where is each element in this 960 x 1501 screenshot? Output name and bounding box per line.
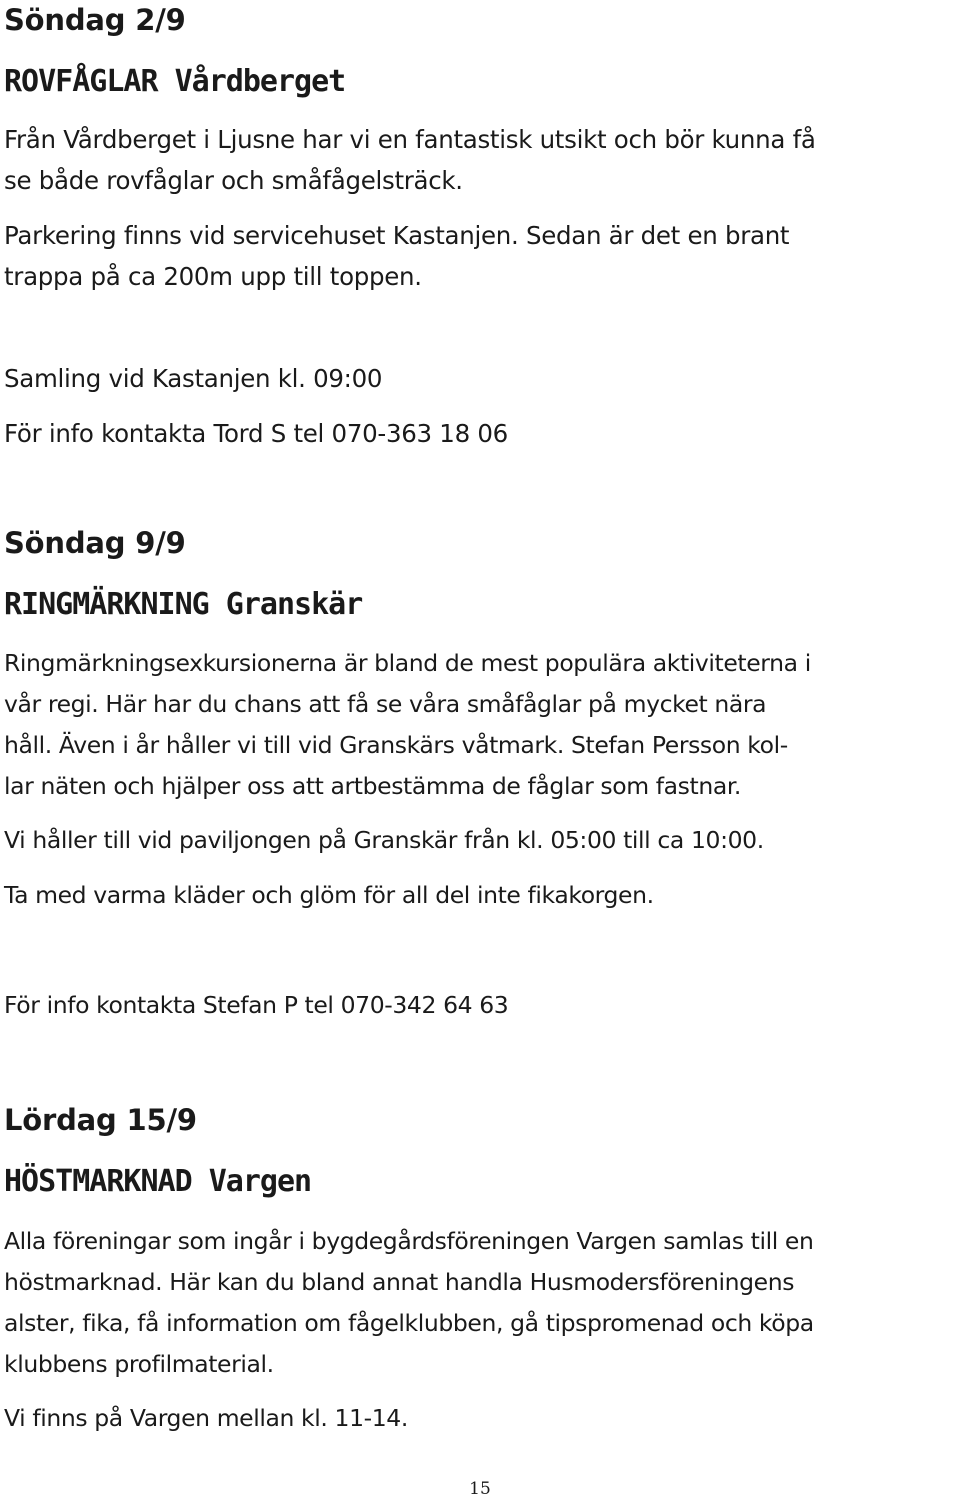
paragraph-line: För info kontakta Tord S tel 070-363 18 06 [4,419,508,448]
paragraph-line: Ta med varma kläder och glöm för all del inte fikakorgen. [4,881,654,909]
paragraph-line: lar näten och hjälper oss att artbestämma de fåglar som fastnar. [4,772,741,800]
paragraph-line: klubbens profilmaterial. [4,1350,274,1378]
paragraph-line: Samling vid Kastanjen kl. 09:00 [4,364,383,393]
paragraph-line: håll. Även i år håller vi till vid Granskärs våtmark. Stefan Persson kol- [4,731,788,759]
paragraph-line: se både rovfåglar och småfågelsträck. [4,166,463,195]
paragraph-line: alster, fika, få information om fågelklubben, gå tipspromenad och köpa [4,1309,814,1337]
paragraph-line: Ringmärkningsexkursionerna är bland de mest populära aktiviteterna i [4,649,811,677]
paragraph-line: För info kontakta Stefan P tel 070-342 64 63 [4,991,509,1019]
paragraph-line: Parkering finns vid servicehuset Kastanjen. Sedan är det en brant [4,221,790,250]
event-heading: RINGMÄRKNING Granskär [4,587,363,622]
page-number: 15 [469,1479,491,1499]
event-date: Söndag 2/9 [4,3,186,37]
paragraph-line: höstmarknad. Här kan du bland annat handla Husmodersföreningens [4,1268,795,1296]
paragraph-line: Vi håller till vid paviljongen på Granskär från kl. 05:00 till ca 10:00. [4,826,764,854]
paragraph-line: Från Vårdberget i Ljusne har vi en fantastisk utsikt och bör kunna få [4,125,816,154]
event-heading: HÖSTMARKNAD Vargen [4,1164,312,1199]
paragraph-line: Vi finns på Vargen mellan kl. 11-14. [4,1404,408,1432]
paragraph-line: vår regi. Här har du chans att få se våra småfåglar på mycket nära [4,690,767,718]
event-date: Lördag 15/9 [4,1103,197,1137]
event-heading: ROVFÅGLAR Vårdberget [4,64,346,99]
paragraph-line: Alla föreningar som ingår i bygdegårdsföreningen Vargen samlas till en [4,1227,814,1255]
event-date: Söndag 9/9 [4,526,186,560]
paragraph-line: trappa på ca 200m upp till toppen. [4,262,422,291]
